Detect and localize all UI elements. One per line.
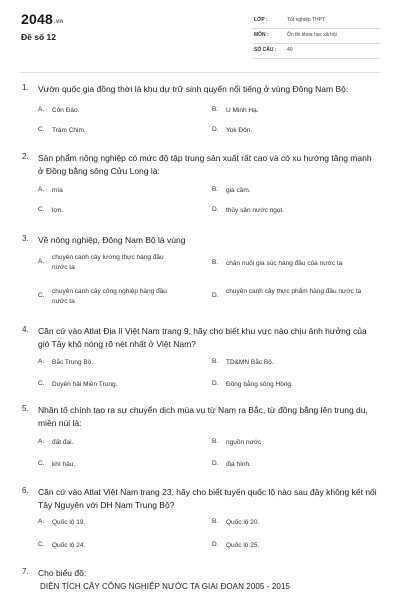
option-letter: C. (38, 292, 45, 299)
option-text: chuyên canh cây thực phẩm hàng đầu nước ta (226, 288, 362, 295)
option-text: Đồng bằng sông Hồng. (226, 381, 293, 388)
option-letter: B. (212, 106, 219, 113)
option-letter: A. (38, 358, 45, 365)
option-text: thủy sản nước ngọt. (226, 207, 285, 214)
question-number: 2. (22, 152, 29, 161)
chart-caption: DIỆN TÍCH CÂY CÔNG NGHIỆP NƯỚC TA GIAI ĐOẠN 2005 - 2015 (40, 582, 291, 591)
option-text: Quốc lộ 24. (52, 542, 86, 549)
option-text: nguồn nước (226, 439, 262, 446)
question-text: Nhân tố chính tạo ra sự chuyển dịch mùa vụ từ Nam ra Bắc, từ đồng bằng lên trung du, miền núi là: (38, 405, 368, 428)
question-text: Cho biểu đồ: (38, 568, 87, 578)
option-letter: A. (38, 438, 45, 445)
meta-value: 40 (287, 47, 293, 53)
meta-label: SỐ CÂU : (254, 47, 277, 53)
option-letter: D. (212, 380, 219, 387)
option-letter: D. (212, 541, 219, 548)
question-number: 4. (22, 325, 29, 334)
question-text: Căn cứ vào Atlat Việt Nam trang 23, hãy cho biết tuyến quốc lộ nào sau đây không kết nối Tây Nguyên với DH Nam Trung Bộ? (38, 487, 377, 510)
option-letter: C. (38, 126, 45, 133)
option-text: Yok Đôn. (226, 127, 253, 134)
option-letter: C. (38, 460, 45, 467)
meta-value: Ôn thi khoa học xã hội (287, 32, 337, 38)
option-letter: A. (38, 518, 45, 525)
meta-row-class (252, 14, 380, 29)
option-text: Bắc Trung Bộ. (52, 359, 94, 366)
option-text: TD&MN Bắc Bộ. (226, 359, 274, 366)
option-text: gia cầm. (226, 187, 251, 194)
logo-main: 2048 (21, 11, 53, 27)
logo-tld: .vn (53, 19, 64, 25)
meta-value: Tốt nghiệp THPT (287, 17, 325, 23)
option-text: mía (52, 187, 63, 194)
option-letter: A. (38, 106, 45, 113)
option-letter: C. (38, 206, 45, 213)
meta-row-subject (252, 29, 380, 44)
option-letter: A. (38, 186, 45, 193)
site-logo[interactable] (21, 11, 63, 27)
option-letter: B. (212, 259, 219, 266)
meta-label: MÔN : (254, 32, 269, 38)
option-text: Côn Đảo. (52, 107, 80, 114)
option-letter: B. (212, 518, 219, 525)
option-text: Quốc lộ 20. (226, 519, 260, 526)
option-text: khí hậu. (52, 461, 76, 468)
option-text: chuyên canh cây công nghiệp hàng đầu nước ta (52, 288, 167, 305)
option-letter: A. (38, 258, 45, 265)
question-number: 6. (22, 486, 29, 495)
question-number: 3. (22, 234, 29, 243)
option-letter: D. (212, 460, 219, 467)
option-letter: C. (38, 380, 45, 387)
exam-meta-table (252, 14, 380, 59)
option-letter: B. (212, 358, 219, 365)
meta-row-count (252, 44, 380, 59)
option-text: chăn nuôi gia súc hàng đầu của nước ta (226, 260, 343, 267)
option-text: đất đai. (52, 439, 74, 446)
question-number: 5. (22, 404, 29, 413)
option-letter: D. (212, 292, 219, 299)
option-letter: D. (212, 206, 219, 213)
option-text: địa hình. (226, 461, 251, 468)
option-text: Quốc lộ 19. (52, 519, 86, 526)
option-letter: B. (212, 438, 219, 445)
option-text: Duyên hải Miền Trung. (52, 381, 118, 388)
option-text: chuyên canh cây lương thực hàng đầu nước ta (52, 254, 164, 271)
option-text: U Minh Hạ. (226, 107, 259, 114)
question-text: Về nông nghiệp, Đông Nam Bộ là vùng (38, 235, 186, 245)
header-divider (20, 72, 380, 73)
option-text: lợn. (52, 207, 64, 214)
question-text: Vườn quốc gia đồng thời là khu dự trữ sinh quyển nổi tiếng ở vùng Đông Nam Bộ: (38, 84, 349, 94)
question-number: 1. (22, 83, 29, 92)
question-text: Sản phẩm nông nghiệp có mức độ tập trung sản xuất rất cao và có xu hướng tăng mạnh ở Đồng bằng sông Cửu Long là: (38, 153, 372, 176)
option-letter: B. (212, 186, 219, 193)
question-text: Căn cứ vào Atlat Địa lí Việt Nam trang 9, hãy cho biết khu vực nào chịu ảnh hưởng của gió Tây khô nóng rõ nét nhất ở Việt Nam? (38, 326, 367, 349)
question-number: 7. (22, 567, 29, 576)
option-text: Tràm Chim. (52, 127, 86, 134)
option-letter: C. (38, 541, 45, 548)
exam-number: Đề số 12 (21, 32, 56, 42)
option-text: Quốc lộ 25. (226, 542, 260, 549)
meta-label: LỚP : (254, 17, 268, 23)
option-letter: D. (212, 126, 219, 133)
exam-header (0, 0, 400, 72)
